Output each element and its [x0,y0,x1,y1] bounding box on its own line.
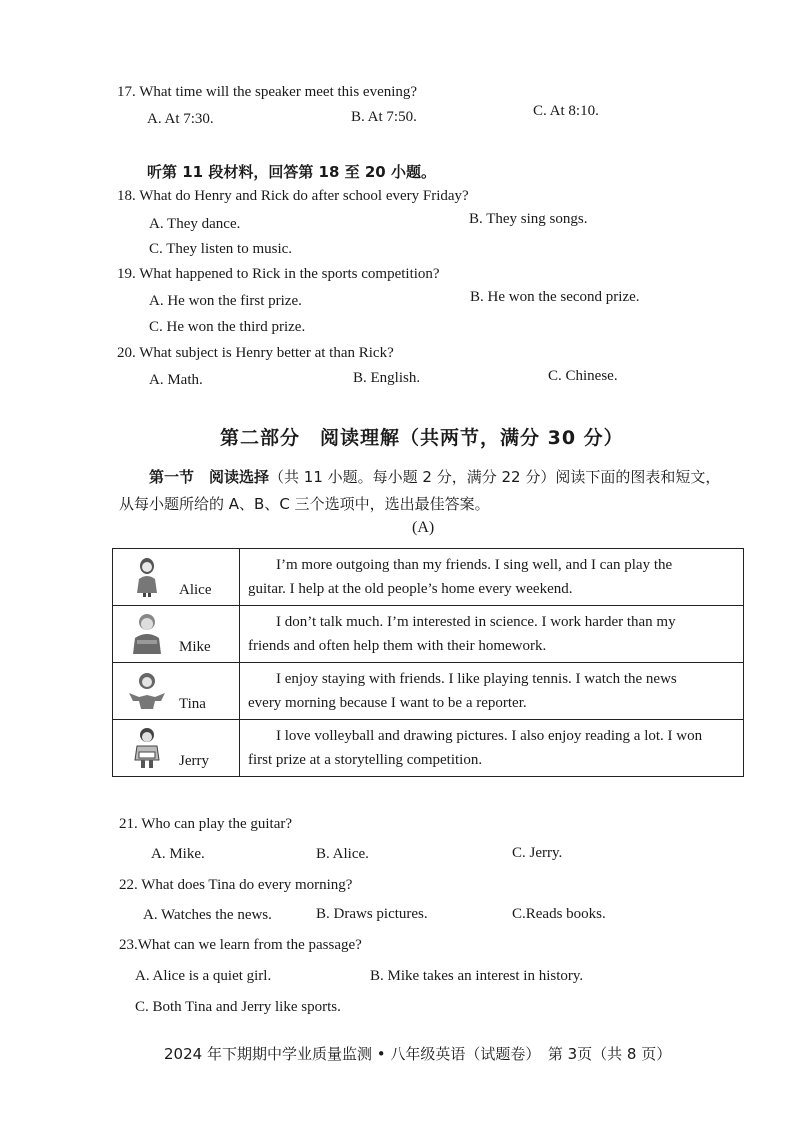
q18-option-a: A. They dance. [149,216,241,232]
q22-option-c: C.Reads books. [512,906,606,922]
alice-avatar-icon [129,555,165,597]
question-17: 17. What time will the speaker meet this evening? [117,84,418,100]
section-11-instruction: 听第 11 段材料，回答第 18 至 20 小题。 [147,163,436,181]
question-20: 20. What subject is Henry better at than Rick? [117,345,394,361]
description-line: friends and often help them with their homework. [248,638,547,654]
q20-option-c: C. Chinese. [548,368,618,384]
section-1-heading: 第一节 阅读选择 [149,468,270,486]
q22-option-b: B. Draws pictures. [316,906,428,922]
person-cell-tina [113,663,240,720]
description-line: guitar. I help at the old people’s home every weekend. [248,581,573,597]
q23-option-b: B. Mike takes an interest in history. [370,968,584,984]
question-19: 19. What happened to Rick in the sports competition? [117,266,440,282]
person-name: Jerry [179,753,209,769]
page-footer: 2024 年下期期中学业质量监测 • 八年级英语（试题卷） 第 3页（共 8 页） [164,1045,672,1063]
question-18: 18. What do Henry and Rick do after school every Friday? [117,188,469,204]
q17-option-a: A. At 7:30. [147,111,214,127]
question-23: 23.What can we learn from the passage? [119,937,362,953]
q23-option-c: C. Both Tina and Jerry like sports. [135,999,341,1015]
q22-option-a: A. Watches the news. [143,907,272,923]
section-1-text: （共 11 小题。每小题 2 分，满分 22 分）阅读下面的图表和短文， [269,468,721,486]
q18-option-c: C. They listen to music. [149,241,293,257]
q19-option-c: C. He won the third prize. [149,319,306,335]
person-description [240,549,744,606]
q23-option-a: A. Alice is a quiet girl. [135,968,272,984]
q19-option-b: B. He won the second prize. [470,289,640,305]
table-row [113,663,744,720]
description-line: I enjoy staying with friends. I like playing tennis. I watch the news [276,671,677,687]
q20-option-b: B. English. [353,370,421,386]
section-1-intro [149,466,720,487]
q21-option-b: B. Alice. [316,846,369,862]
question-22: 22. What does Tina do every morning? [119,877,353,893]
q17-option-c: C. At 8:10. [533,103,599,119]
q17-option-b: B. At 7:50. [351,109,417,125]
q19-option-a: A. He won the first prize. [149,293,302,309]
person-cell-jerry [113,720,240,777]
person-name: Mike [179,639,211,655]
q20-option-a: A. Math. [149,372,203,388]
table-row [113,549,744,606]
description-line: every morning because I want to be a reporter. [248,695,527,711]
question-21: 21. Who can play the guitar? [119,816,292,832]
q21-option-c: C. Jerry. [512,845,563,861]
description-line: I’m more outgoing than my friends. I sing well, and I can play the [276,557,673,573]
person-cell-mike [113,606,240,663]
table-row [113,720,744,777]
description-line: I don’t talk much. I’m interested in science. I work harder than my [276,614,676,630]
tina-avatar-icon [129,669,165,711]
jerry-avatar-icon [129,726,165,768]
passage-label: (A) [412,519,435,536]
person-description [240,606,744,663]
person-description [240,663,744,720]
q21-option-a: A. Mike. [151,846,205,862]
section-1-intro-line2: 从每小题所给的 A、B、C 三个选项中，选出最佳答案。 [119,495,490,513]
mike-avatar-icon [129,612,165,654]
part-2-title: 第二部分 阅读理解（共两节，满分 30 分） [220,427,624,449]
person-cell-alice [113,549,240,606]
person-name: Tina [179,696,206,712]
table-row [113,606,744,663]
q18-option-b: B. They sing songs. [469,211,588,227]
description-line: I love volleyball and drawing pictures. I also enjoy reading a lot. I won [276,728,703,744]
people-table [112,548,744,777]
description-line: first prize at a storytelling competition. [248,752,483,768]
person-description [240,720,744,777]
person-name: Alice [179,582,212,598]
